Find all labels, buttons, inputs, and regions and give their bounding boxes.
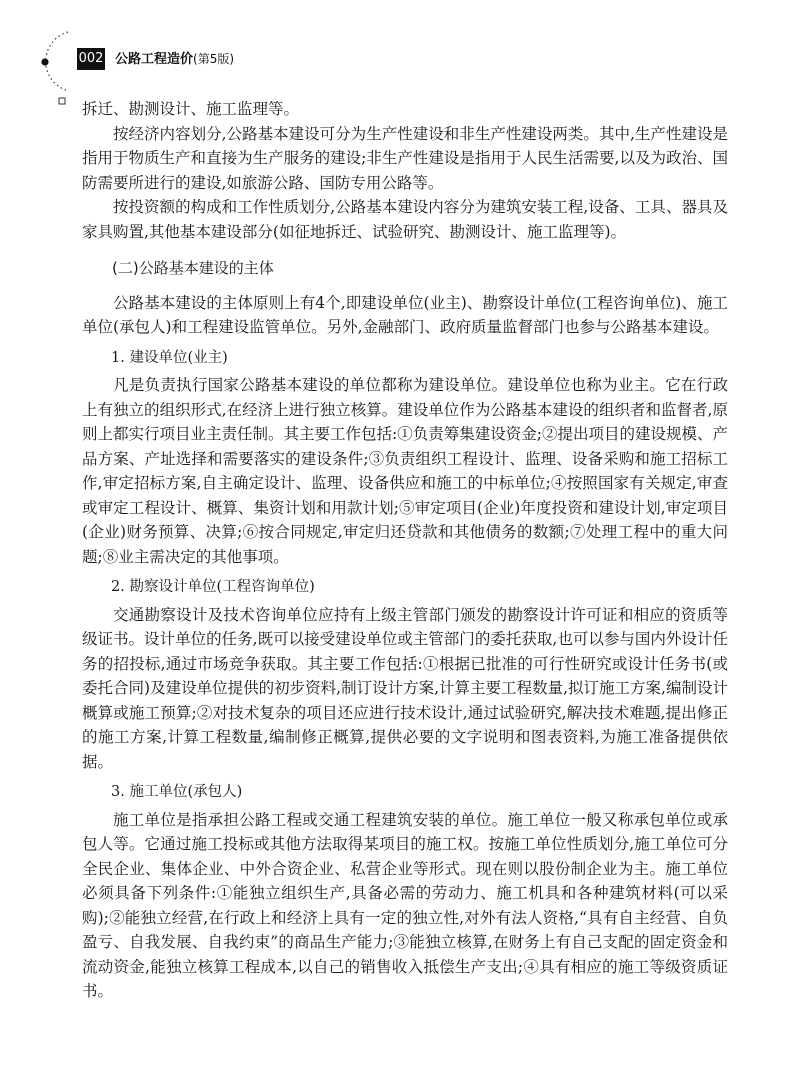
paragraph-design: 交通勘察设计及技术咨询单位应持有上级主管部门颁发的勘察设计许可证和相应的资质等级证书。设计单位的任务,既可以接受建设单位或主管部门的委托获取,也可以参与国内外设计任务的招投标,通过市场竞争获取。其主要工作包括:①根据已批准的可行性研究或设计任务书(或委托合同)及建设单位提供的初步资料,制订设计方案,计算主要工程数量,拟订施工方案,编制设计概算或施工预算;②对技术复杂的项目还应进行技术设计,通过试验研究,解决技术难题,提出修正的施工方案,计算工程数量,编制修正概算,提供必要的文字说明和图表资料,为施工准备提供依据。 — [82, 605, 728, 771]
paragraph-contractor: 施工单位是指承担公路工程或交通工程建筑安装的单位。施工单位一般又称承包单位或承包人等。它通过施工投标或其他方法取得某项目的施工权。按施工单位性质划分,施工单位可分全民企业、集体企业、中外合资企业、私营企业等形式。现在则以股份制企业为主。施工单位必须具备下列条件:①能独立组织生产,具备必需的劳动力、施工机具和各种建筑材料(可以采购);②能独立经营,在行政上和经济上具有一定的独立性,对外有法人资格,“具有自主经营、自负盈亏、自我发展、自我约束”的商品生产能力;③能独立核算,在财务上有自己支配的固定资金和流动资金,能独立核算工程成本,以自己的销售收入抵偿生产支出;④具有相应的施工等级资质证书。 — [82, 810, 728, 1000]
edition: (第5版) — [193, 52, 235, 66]
paragraph-economic-classification: 按经济内容划分,公路基本建设可分为生产性建设和非生产性建设两类。其中,生产性建设是指用于物质生产和直接为生产服务的建设;非生产性建设是指用于人民生活需要,以及为政治、国防需要所进行的建设,如旅游公路、国防专用公路等。 — [82, 124, 728, 192]
running-title — [115, 49, 234, 70]
subheading-owner: 1. 建设单位(业主) — [111, 349, 228, 366]
corner-decoration — [0, 0, 80, 110]
paragraph-continuation: 拆迁、勘测设计、施工监理等。 — [82, 100, 300, 118]
book-title: 公路工程造价 — [115, 52, 194, 67]
page-body — [82, 97, 728, 1004]
paragraph-owner: 凡是负责执行国家公路基本建设的单位都称为建设单位。建设单位也称为业主。它在行政上有独立的组织形式,在经济上进行独立核算。建设单位作为公路基本建设的组织者和监督者,原则上都实行项目业主责任制。其主要工作包括:①负责筹集建设资金;②提出项目的建设规模、产品方案、产址选择和需要落实的建设条件;③负责组织工程设计、监理、设备采购和施工招标工作,审定招标方案,自主确定设计、监理、设备供应和施工的中标单位;④按照国家有关规定,审查或审定工程设计、概算、集资计划和用款计划;⑤审定项目(企业)年度投资和建设计划,审定项目(企业)财务预算、决算;⑥按合同规定,审定归还贷款和其他债务的数额;⑦处理工程中的重大问题;⑧业主需决定的其他事项。 — [82, 376, 728, 566]
subheading-contractor: 3. 施工单位(承包人) — [111, 784, 243, 800]
page-number: 002 — [77, 48, 105, 70]
section-heading: (二)公路基本建设的主体 — [112, 259, 274, 277]
paragraph-investment-classification: 按投资额的构成和工作性质划分,公路基本建设内容分为建筑安装工程,设备、工具、器具及家具购置,其他基本建设部分(如征地拆迁、试验研究、勘测设计、施工监理等)。 — [82, 198, 728, 241]
paragraph-subjects: 公路基本建设的主体原则上有4个,即建设单位(业主)、勘察设计单位(工程咨询单位)、施工单位(承包人)和工程建设监管单位。另外,金融部门、政府质量监督部门也参与公路基本建设。 — [82, 293, 728, 336]
subheading-design: 2. 勘察设计单位(工程咨询单位) — [111, 579, 315, 595]
